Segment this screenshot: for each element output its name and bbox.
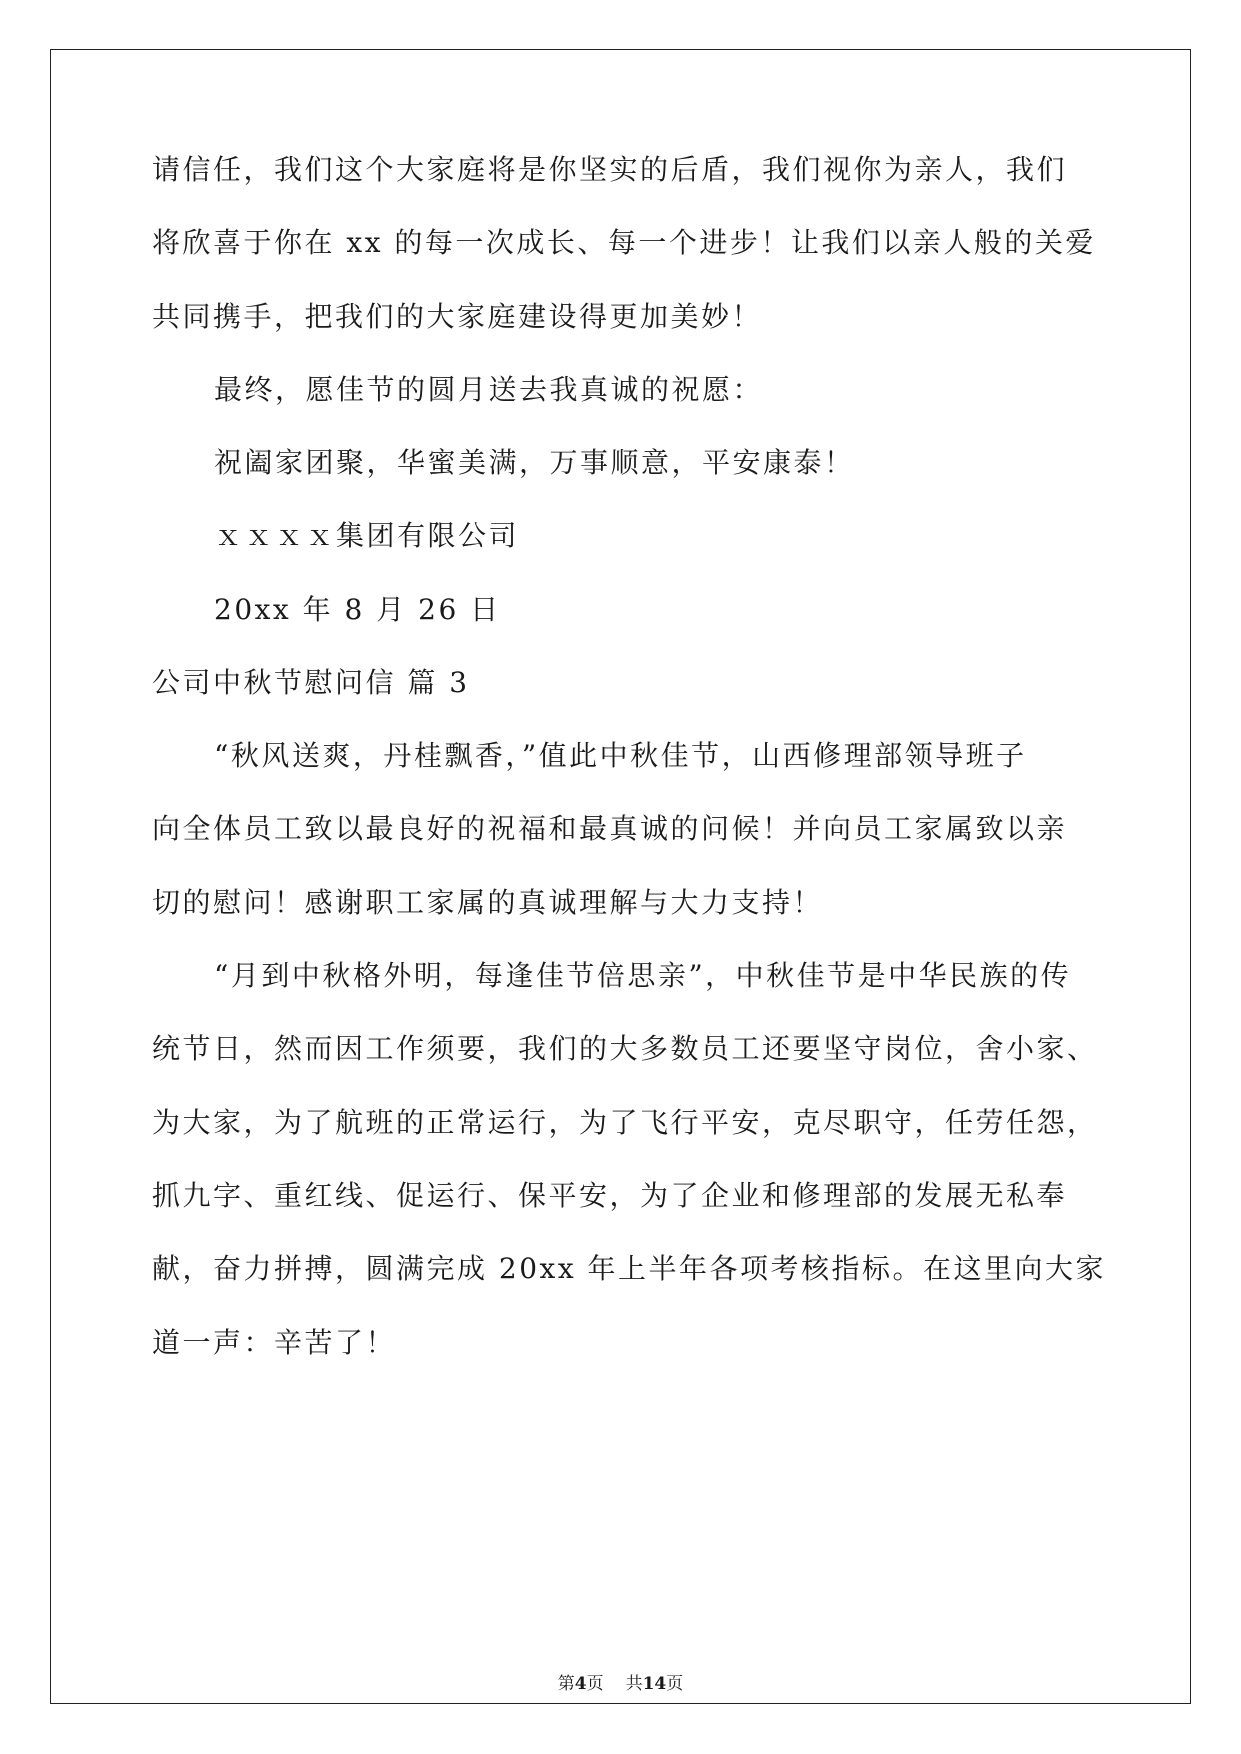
paragraph-line: 献，奋力拼搏，圆满完成 20xx 年上半年各项考核指标。在这里向大家 [152,1252,1107,1285]
paragraph-line: 切的慰问！感谢职工家属的真诚理解与大力支持！ [152,886,824,919]
signature-date: 20xx 年 8 月 26 日 [214,593,501,626]
page-suffix: 页 [586,1674,604,1694]
paragraph-line: “秋风送爽，丹桂飘香，”值此中秋佳节，山西修理部领导班子 [214,739,1027,772]
closing-wish-intro: 最终，愿佳节的圆月送去我真诚的祝愿： [214,373,764,406]
paragraph-line: 统节日，然而因工作须要，我们的大多数员工还要坚守岗位，舍小家、 [152,1032,1098,1065]
page-footer [0,1672,1241,1696]
paragraph-line: 共同携手，把我们的大家庭建设得更加美妙！ [152,300,763,333]
total-prefix: 共 [625,1674,643,1694]
signature-company: ｘｘｘｘ集团有限公司 [214,519,520,552]
paragraph-line: 抓九字、重红线、促运行、保平安，为了企业和修理部的发展无私奉 [152,1179,1068,1212]
current-page-number: 4 [574,1674,587,1694]
paragraph-line: 道一声：辛苦了！ [152,1326,397,1359]
total-page-number: 14 [642,1674,667,1694]
paragraph-line: 请信任，我们这个大家庭将是你坚实的后盾，我们视你为亲人，我们 [152,153,1068,186]
paragraph-line: 将欣喜于你在 xx 的每一次成长、每一个进步！让我们以亲人般的关爱 [152,226,1096,259]
page-prefix: 第 [557,1674,575,1694]
paragraph-line: “月到中秋格外明，每逢佳节倍思亲”，中秋佳节是中华民族的传 [214,959,1072,992]
section-heading: 公司中秋节慰问信 篇 3 [152,666,470,699]
total-suffix: 页 [666,1674,684,1694]
paragraph-line: 为大家，为了航班的正常运行，为了飞行平安，克尽职守，任劳任怨， [152,1106,1098,1139]
closing-wish: 祝阖家团聚，华蜜美满，万事顺意，平安康泰！ [214,446,855,479]
paragraph-line: 向全体员工致以最良好的祝福和最真诚的问候！并向员工家属致以亲 [152,812,1068,845]
